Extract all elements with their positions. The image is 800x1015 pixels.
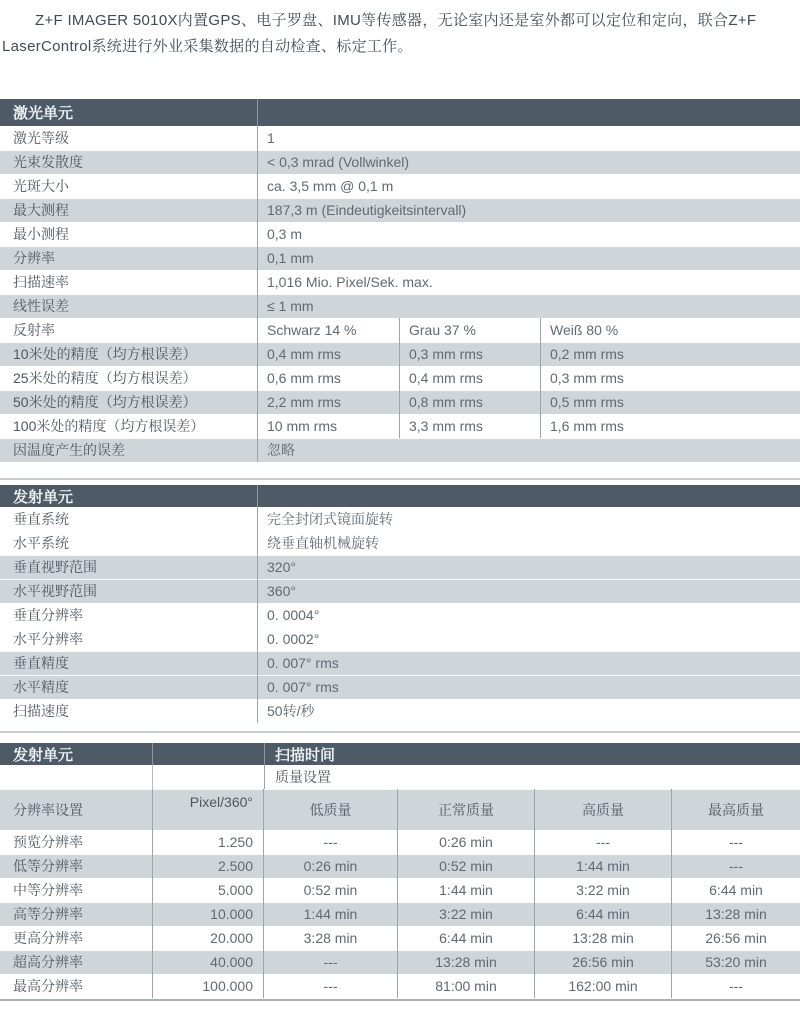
table-row (0, 174, 800, 198)
table-bottom-border (0, 999, 800, 1001)
table-row (0, 531, 800, 555)
table-row (0, 974, 800, 998)
spec-label: 光束发散度 (13, 154, 83, 170)
table-row (0, 627, 800, 651)
quality-settings-row (0, 765, 800, 789)
spec-value: 187,3 m (Eindeutigkeitsintervall) (257, 198, 800, 222)
spec-label: 线性误差 (13, 298, 69, 314)
time-value: 1:44 min (397, 878, 534, 902)
spec-label: 激光等级 (13, 130, 69, 146)
spec-label: 水平分辨率 (13, 631, 83, 647)
time-value: 0:52 min (263, 878, 397, 902)
resolution-label: 更高分辨率 (13, 930, 83, 946)
scan-table-header-spacer (152, 743, 264, 765)
spec-value: 1 (257, 126, 800, 150)
spec-label: 因温度产生的误差 (13, 442, 125, 458)
table-row (0, 222, 800, 246)
spec-value: 0. 0004° (257, 603, 800, 627)
column-header-normal-quality: 正常质量 (397, 789, 534, 830)
time-value: 13:28 min (671, 902, 800, 926)
pixel-value: 10.000 (152, 902, 263, 926)
deflection-table-title: 发射单元 (13, 488, 74, 506)
spec-value: 0,6 mm rms (257, 366, 399, 390)
column-header-pixel: Pixel/360° (152, 789, 263, 830)
deflection-table-header-spacer (257, 485, 800, 507)
time-value: 0:52 min (397, 854, 534, 878)
table-row-accuracy-100m (0, 414, 800, 438)
table-row-accuracy-25m (0, 366, 800, 390)
empty-cell (0, 765, 152, 789)
time-value: 81:00 min (397, 974, 534, 998)
section-divider (0, 731, 800, 733)
spec-value: 0. 007° rms (257, 675, 800, 699)
spec-label: 50米处的精度（均方根误差） (13, 394, 197, 410)
spec-label: 垂直视野范围 (13, 559, 97, 575)
spec-value: 0,3 m (257, 222, 800, 246)
spec-value: 50转/秒 (257, 699, 800, 723)
time-value: --- (671, 830, 800, 854)
spec-value: Grau 37 % (399, 318, 540, 342)
spec-value: 10 mm rms (257, 414, 399, 438)
time-value: 0:26 min (263, 854, 397, 878)
spec-value: 0,8 mm rms (399, 390, 540, 414)
table-row (0, 198, 800, 222)
scan-time-table (0, 743, 800, 1001)
table-row (0, 830, 800, 854)
pixel-value: 2.500 (152, 854, 263, 878)
spec-label: 最小测程 (13, 226, 69, 242)
spec-label: 分辨率 (13, 250, 55, 266)
time-value: 13:28 min (397, 950, 534, 974)
time-value: 0:26 min (397, 830, 534, 854)
scan-table-title-right: 扫描时间 (264, 743, 800, 765)
resolution-label: 低等分辨率 (13, 858, 83, 874)
spec-value: 忽略 (257, 438, 800, 462)
column-header-high-quality: 高质量 (534, 789, 671, 830)
time-value: 6:44 min (671, 878, 800, 902)
resolution-label: 高等分辨率 (13, 906, 83, 922)
spec-value: 360° (257, 579, 800, 603)
laser-unit-table (0, 99, 800, 462)
time-value: 1:44 min (263, 902, 397, 926)
spec-value: 0,1 mm (257, 246, 800, 270)
pixel-value: 5.000 (152, 878, 263, 902)
scan-table-title-left: 发射单元 (13, 746, 74, 764)
spec-label: 100米处的精度（均方根误差） (13, 418, 205, 434)
time-value: --- (263, 830, 397, 854)
table-row (0, 902, 800, 926)
column-header-premium-quality: 最高质量 (671, 789, 800, 830)
spec-value: ≤ 1 mm (257, 294, 800, 318)
table-row (0, 150, 800, 174)
column-header-low-quality: 低质量 (263, 789, 397, 830)
spec-value: 0,4 mm rms (257, 342, 399, 366)
resolution-label: 预览分辨率 (13, 834, 83, 850)
time-value: 26:56 min (534, 950, 671, 974)
table-row (0, 651, 800, 675)
spec-value: 0. 0002° (257, 627, 800, 651)
spec-value: 1,016 Mio. Pixel/Sek. max. (257, 270, 800, 294)
spec-label: 垂直精度 (13, 655, 69, 671)
spec-value: Schwarz 14 % (257, 318, 399, 342)
spec-label: 扫描速度 (13, 703, 69, 719)
spec-label: 最大测程 (13, 202, 69, 218)
table-row-reflectivity (0, 318, 800, 342)
spec-label: 水平系统 (13, 535, 69, 551)
time-value: 6:44 min (397, 926, 534, 950)
spec-value: 0,3 mm rms (399, 342, 540, 366)
time-value: 6:44 min (534, 902, 671, 926)
table-row (0, 579, 800, 603)
time-value: --- (263, 974, 397, 998)
column-header-resolution: 分辨率设置 (13, 801, 83, 818)
deflection-table-header (0, 485, 800, 507)
quality-settings-label: 质量设置 (264, 765, 800, 789)
spec-value: 0. 007° rms (257, 651, 800, 675)
table-row (0, 126, 800, 150)
laser-table-header-spacer (257, 99, 800, 126)
table-row (0, 294, 800, 318)
time-value: 26:56 min (671, 926, 800, 950)
table-row (0, 603, 800, 627)
table-row (0, 246, 800, 270)
spec-value: 0,5 mm rms (540, 390, 800, 414)
spec-value: 0,3 mm rms (540, 366, 800, 390)
resolution-label: 最高分辨率 (13, 978, 83, 994)
time-value: --- (671, 854, 800, 878)
spec-label: 水平精度 (13, 679, 69, 695)
spec-label: 垂直分辨率 (13, 607, 83, 623)
table-row (0, 950, 800, 974)
time-value: 3:22 min (534, 878, 671, 902)
resolution-label: 超高分辨率 (13, 954, 83, 970)
time-value: --- (671, 974, 800, 998)
time-value: 53:20 min (671, 950, 800, 974)
table-row (0, 878, 800, 902)
spec-value: 320° (257, 555, 800, 579)
column-header-row (0, 789, 800, 830)
spec-value: 0,2 mm rms (540, 342, 800, 366)
spec-label: 光斑大小 (13, 178, 69, 194)
spec-label: 水平视野范围 (13, 583, 97, 599)
laser-table-header (0, 99, 800, 126)
table-row (0, 270, 800, 294)
spec-value: < 0,3 mrad (Vollwinkel) (257, 150, 800, 174)
spec-label: 垂直系统 (13, 511, 69, 527)
spec-value: 绕垂直轴机械旋转 (257, 531, 800, 555)
time-value: 3:22 min (397, 902, 534, 926)
table-row (0, 854, 800, 878)
resolution-label: 中等分辨率 (13, 882, 83, 898)
table-row (0, 926, 800, 950)
spec-label: 25米处的精度（均方根误差） (13, 370, 197, 386)
pixel-value: 40.000 (152, 950, 263, 974)
deflection-unit-table (0, 485, 800, 723)
section-divider (0, 478, 800, 480)
table-row-accuracy-10m (0, 342, 800, 366)
pixel-value: 20.000 (152, 926, 263, 950)
scan-table-header (0, 743, 800, 765)
time-value: 162:00 min (534, 974, 671, 998)
spec-label: 10米处的精度（均方根误差） (13, 346, 197, 362)
spec-label: 反射率 (13, 322, 55, 338)
spec-value: 0,4 mm rms (399, 366, 540, 390)
intro-paragraph: Z+F IMAGER 5010X内置GPS、电子罗盘、IMU等传感器，无论室内还是室外都可以定位和定向，联合Z+F LaserControl系统进行外业采集数据的自动检查、标定工作。 (2, 12, 757, 55)
spec-value: 3,3 mm rms (399, 414, 540, 438)
pixel-value: 1.250 (152, 830, 263, 854)
spec-value: Weiß 80 % (540, 318, 800, 342)
spec-value: 2,2 mm rms (257, 390, 399, 414)
spec-value: ca. 3,5 mm @ 0,1 m (257, 174, 800, 198)
table-row (0, 507, 800, 531)
time-value: --- (263, 950, 397, 974)
time-value: 3:28 min (263, 926, 397, 950)
table-row (0, 555, 800, 579)
spec-label: 扫描速率 (13, 274, 69, 290)
empty-cell (152, 765, 264, 789)
table-row (0, 699, 800, 723)
spec-value: 完全封闭式镜面旋转 (257, 507, 800, 531)
time-value: 13:28 min (534, 926, 671, 950)
time-value: --- (534, 830, 671, 854)
table-row-temperature-error (0, 438, 800, 462)
time-value: 1:44 min (534, 854, 671, 878)
pixel-value: 100.000 (152, 974, 263, 998)
laser-table-title: 激光单元 (13, 105, 74, 122)
table-row (0, 675, 800, 699)
spec-value: 1,6 mm rms (540, 414, 800, 438)
table-row-accuracy-50m (0, 390, 800, 414)
